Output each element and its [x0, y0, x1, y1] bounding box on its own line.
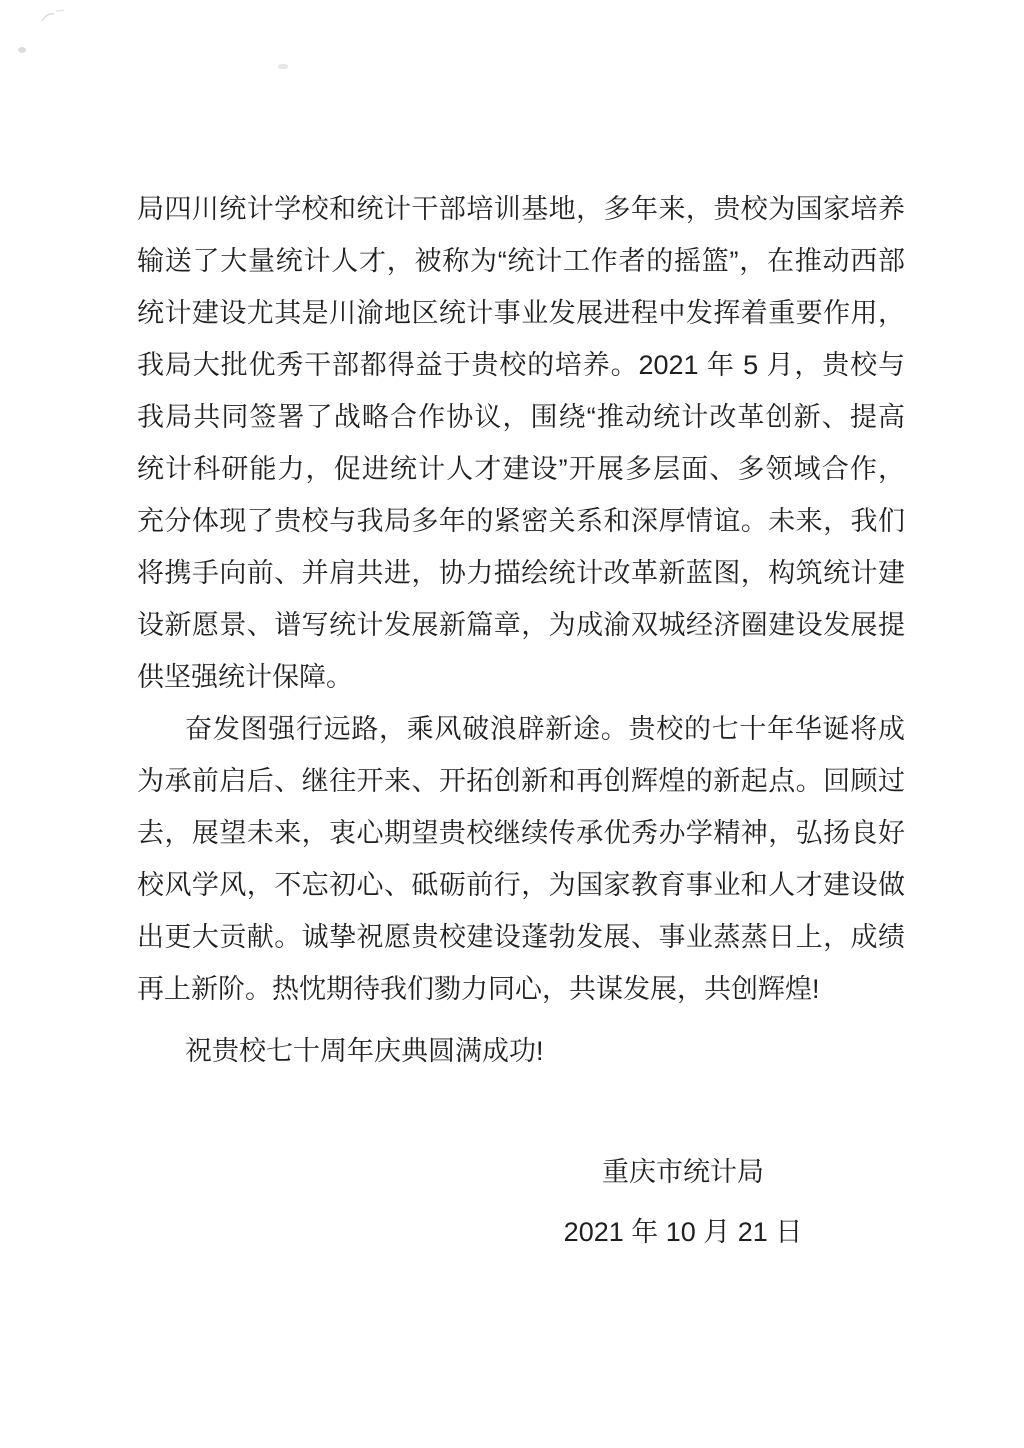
- letter-line: 我局大批优秀干部都得益于贵校的培养。2021 年 5 月，贵校与: [137, 350, 905, 380]
- scan-dot-artifact: [18, 47, 26, 53]
- letter-line: 设新愿景、谱写统计发展新篇章，为成渝双城经济圈建设发展提: [137, 610, 905, 640]
- signature-organization: 重庆市统计局: [602, 1157, 764, 1187]
- letter-line: 校风学风，不忘初心、砥砺前行，为国家教育事业和人才建设做: [137, 870, 905, 900]
- letter-line: 去，展望未来，衷心期望贵校继续传承优秀办学精神，弘扬良好: [137, 818, 905, 848]
- letter-line: 将携手向前、并肩共进，协力描绘统计改革新蓝图，构筑统计建: [137, 558, 905, 588]
- letter-body: [137, 183, 905, 1077]
- letter-line: 局四川统计学校和统计干部培训基地，多年来，贵校为国家培养: [137, 194, 905, 224]
- letter-line: 奋发图强行远路，乘风破浪辟新途。贵校的七十年华诞将成: [185, 714, 905, 744]
- letter-line: 充分体现了贵校与我局多年的紧密关系和深厚情谊。未来，我们: [137, 506, 905, 536]
- letter-line: 输送了大量统计人才，被称为“统计工作者的摇篮”，在推动西部: [137, 246, 905, 276]
- letter-closing-wish: 祝贵校七十周年庆典圆满成功!: [185, 1036, 544, 1066]
- signature-date: 2021 年 10 月 21 日: [563, 1217, 803, 1247]
- letter-line: 统计建设尤其是川渝地区统计事业发展进程中发挥着重要作用，: [137, 298, 905, 328]
- letter-line: 出更大贡献。诚挚祝愿贵校建设蓬勃发展、事业蒸蒸日上，成绩: [137, 922, 905, 952]
- letter-line: 为承前启后、继往开来、开拓创新和再创辉煌的新起点。回顾过: [137, 766, 905, 796]
- scan-speck-artifact: [278, 64, 288, 69]
- letter-line: 供坚强统计保障。: [137, 662, 353, 692]
- letter-line: 我局共同签署了战略合作协议，围绕“推动统计改革创新、提高: [137, 402, 905, 432]
- letter-line: 统计科研能力，促进统计人才建设”开展多层面、多领域合作，: [137, 454, 905, 484]
- letter-line: 再上新阶。热忱期待我们勠力同心，共谋发展，共创辉煌!: [137, 974, 820, 1004]
- scan-smudge-artifact: [40, 8, 66, 26]
